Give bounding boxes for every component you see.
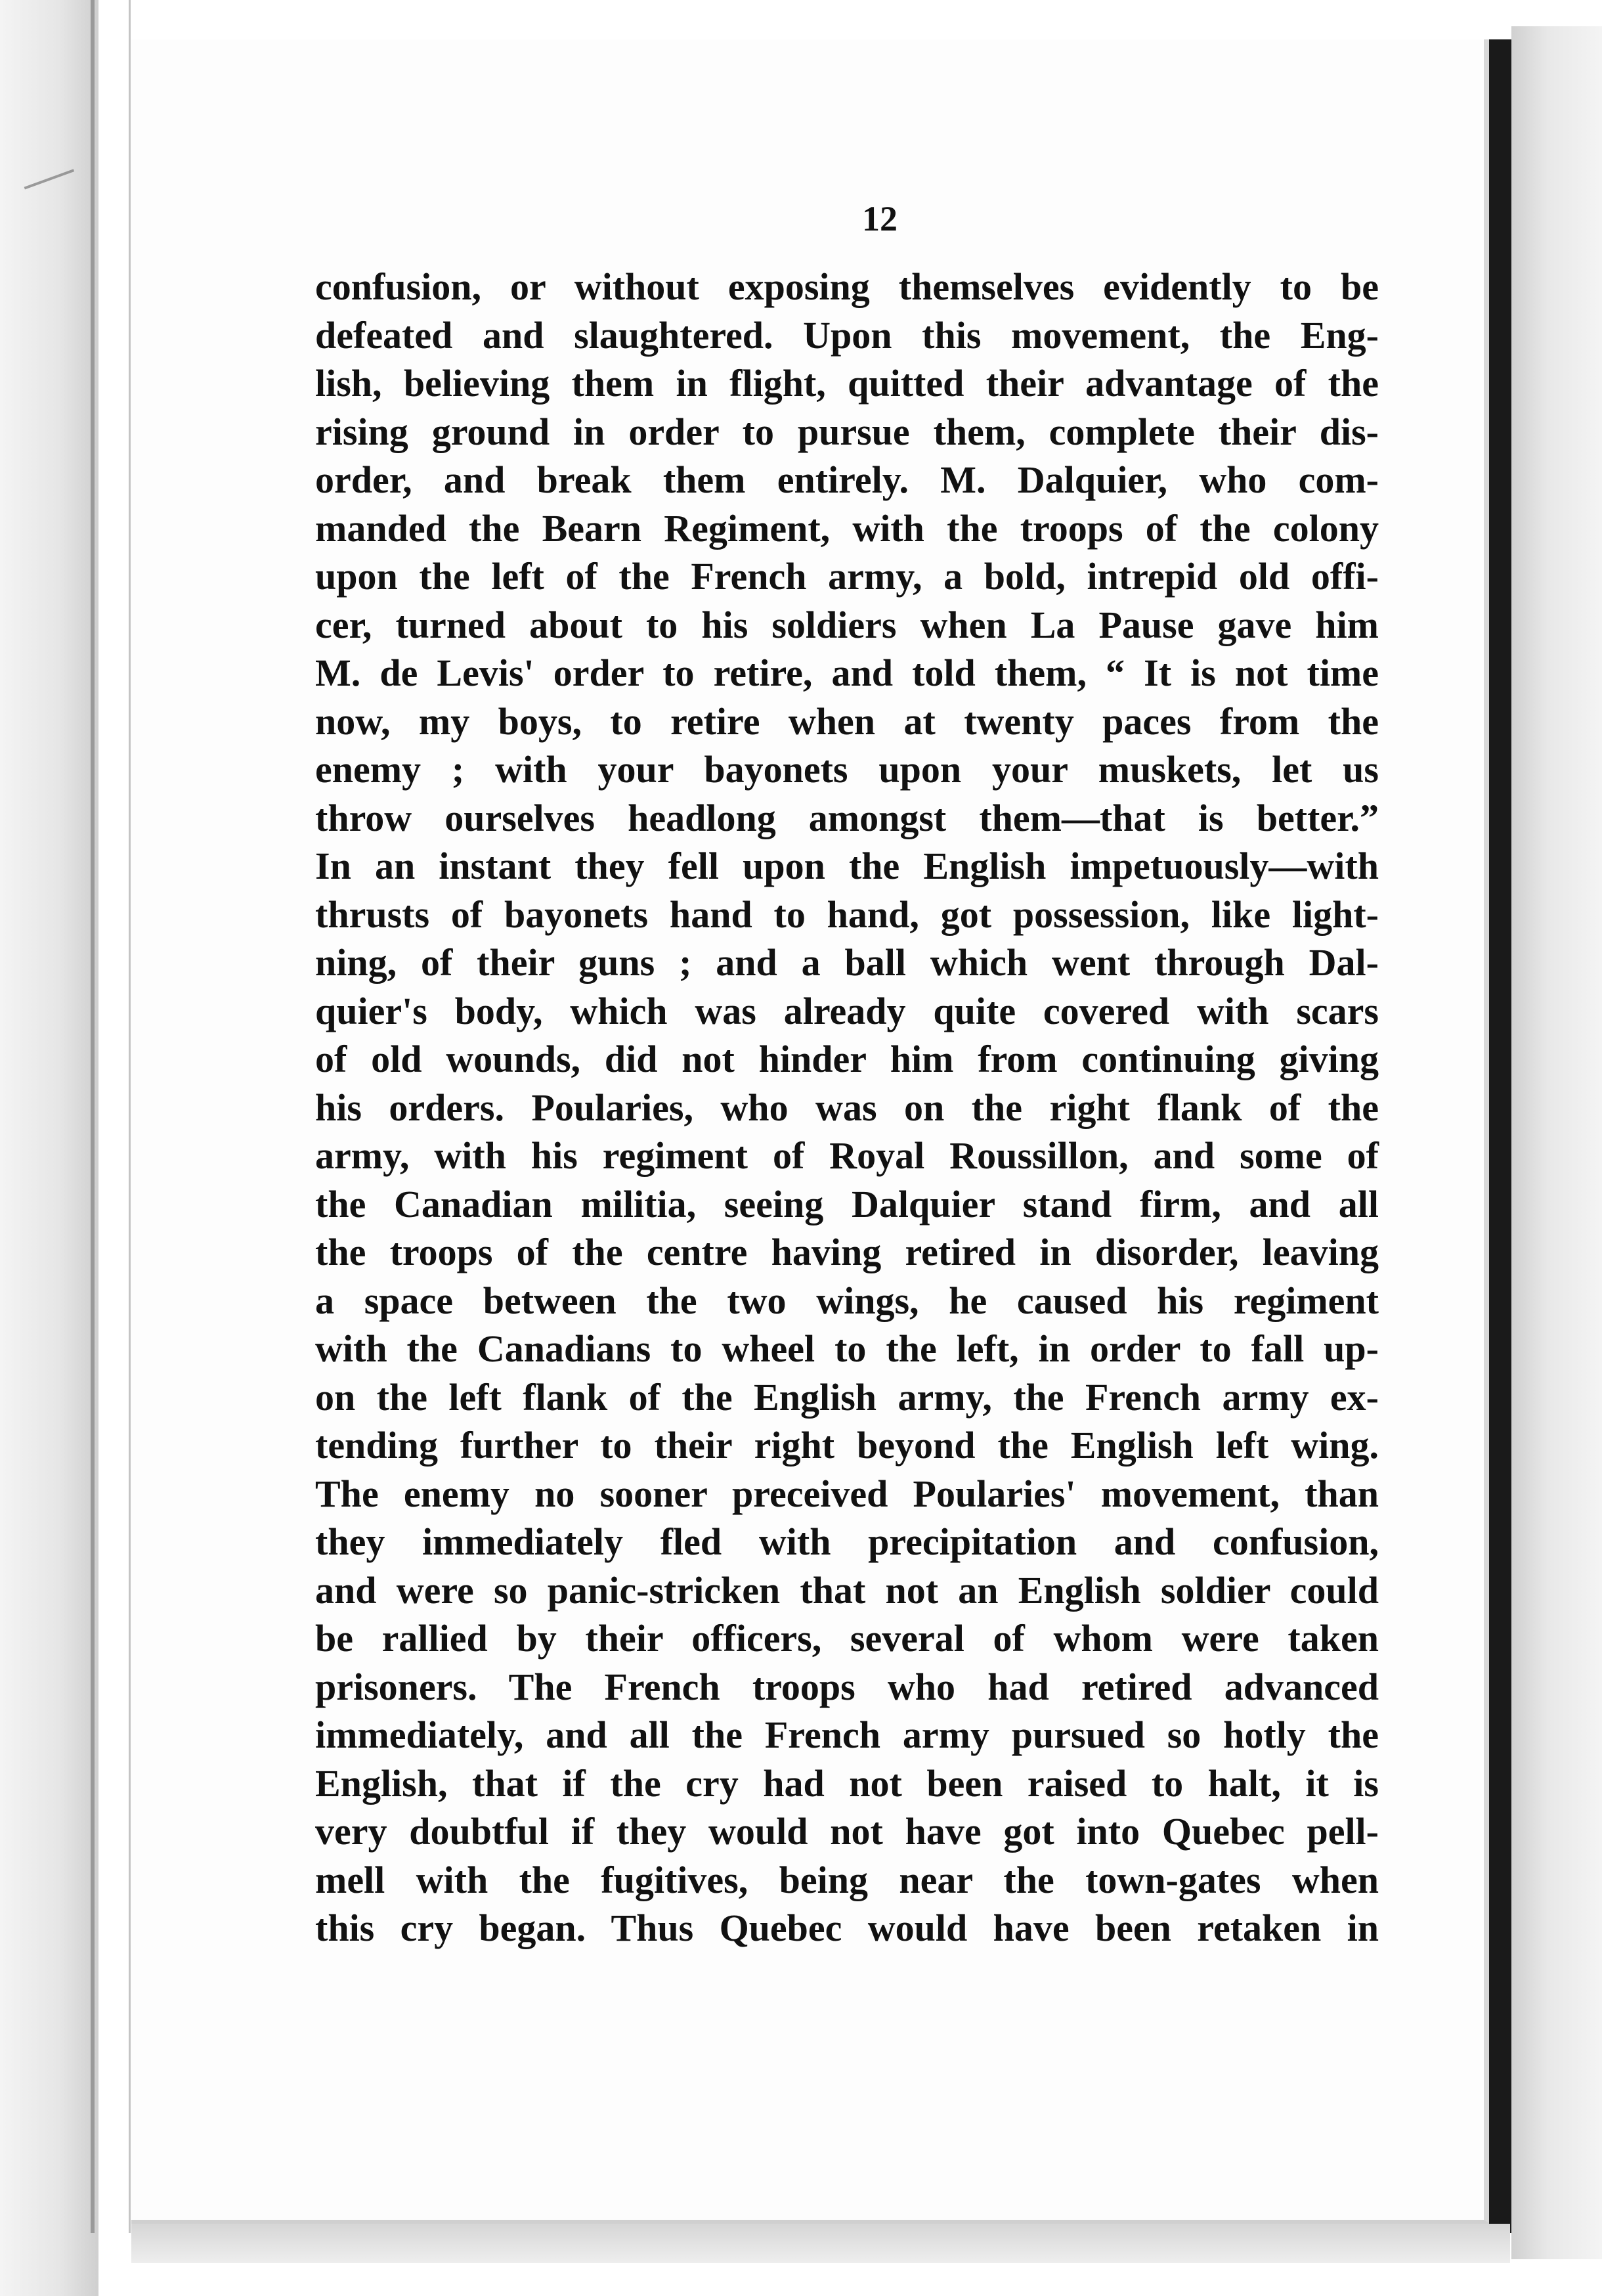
- text-line: The enemy no sooner preceived Poularies' movement, than: [315, 1472, 1379, 1515]
- text-line: his orders. Poularies, who was on the right flank of the: [315, 1086, 1379, 1129]
- text-line: they immediately fled with precipitation and confusion,: [315, 1520, 1379, 1563]
- text-line: ning, of their guns ; and a ball which went through Dal-: [315, 941, 1379, 984]
- binding-shadow: [1511, 26, 1602, 2259]
- page-number: 12: [862, 199, 898, 238]
- text-line: this cry began. Thus Quebec would have been retaken in: [315, 1907, 1379, 1949]
- text-line: the troops of the centre having retired in disorder, leaving: [315, 1231, 1379, 1273]
- text-line: prisoners. The French troops who had retired advanced: [315, 1665, 1379, 1708]
- text-line: be rallied by their officers, several of whom were taken: [315, 1617, 1379, 1660]
- gutter-edge-line: [91, 0, 95, 2233]
- book-gutter: [0, 0, 98, 2296]
- text-line: and were so panic-stricken that not an English soldier could: [315, 1568, 1379, 1612]
- book-binding-edge: [1489, 39, 1511, 2233]
- text-line: order, and break them entirely. M. Dalquier, who com-: [315, 458, 1379, 501]
- text-line: mell with the fugitives, being near the town-gates when: [315, 1858, 1379, 1901]
- text-line: cer, turned about to his soldiers when La Pause gave him: [315, 603, 1379, 646]
- text-line: of old wounds, did not hinder him from continuing giving: [315, 1038, 1379, 1080]
- text-line: English, that if the cry had not been raised to halt, it is: [315, 1761, 1379, 1805]
- text-line: quier's body, which was already quite covered with scars: [315, 989, 1379, 1032]
- text-line: M. de Levis' order to retire, and told them, “ It is not time: [315, 651, 1379, 694]
- text-line: rising ground in order to pursue them, complete their dis-: [315, 410, 1379, 453]
- text-line: the Canadian militia, seeing Dalquier stand firm, and all: [315, 1182, 1379, 1225]
- text-line: army, with his regiment of Royal Roussillon, and some of: [315, 1134, 1379, 1177]
- text-line: defeated and slaughtered. Upon this movement, the Eng-: [315, 313, 1379, 357]
- text-line: with the Canadians to wheel to the left, in order to fall up-: [315, 1327, 1379, 1370]
- text-line: lish, believing them in flight, quitted their advantage of the: [315, 362, 1379, 405]
- text-line: tending further to their right beyond the English left wing.: [315, 1424, 1379, 1467]
- text-line: a space between the two wings, he caused his regiment: [315, 1279, 1379, 1322]
- text-line: throw ourselves headlong amongst them—that is better.”: [315, 796, 1379, 839]
- gutter-edge-line: [129, 0, 131, 2233]
- text-line: thrusts of bayonets hand to hand, got possession, like light-: [315, 893, 1379, 936]
- text-line: In an instant they fell upon the English impetuously—with: [315, 845, 1379, 887]
- body-text: [315, 263, 1379, 1953]
- text-line: on the left flank of the English army, the French army ex-: [315, 1375, 1379, 1419]
- page-bottom-edge: [131, 2224, 1510, 2263]
- text-line: upon the left of the French army, a bold, intrepid old offi-: [315, 555, 1379, 598]
- text-line: confusion, or without exposing themselves evidently to be: [315, 265, 1379, 308]
- text-line: enemy ; with your bayonets upon your muskets, let us: [315, 748, 1379, 791]
- text-line: manded the Bearn Regiment, with the troops of the colony: [315, 506, 1379, 550]
- text-line: very doubtful if they would not have got into Quebec pell-: [315, 1810, 1379, 1853]
- text-line: now, my boys, to retire when at twenty paces from the: [315, 699, 1379, 743]
- text-line: immediately, and all the French army pursued so hotly the: [315, 1713, 1379, 1756]
